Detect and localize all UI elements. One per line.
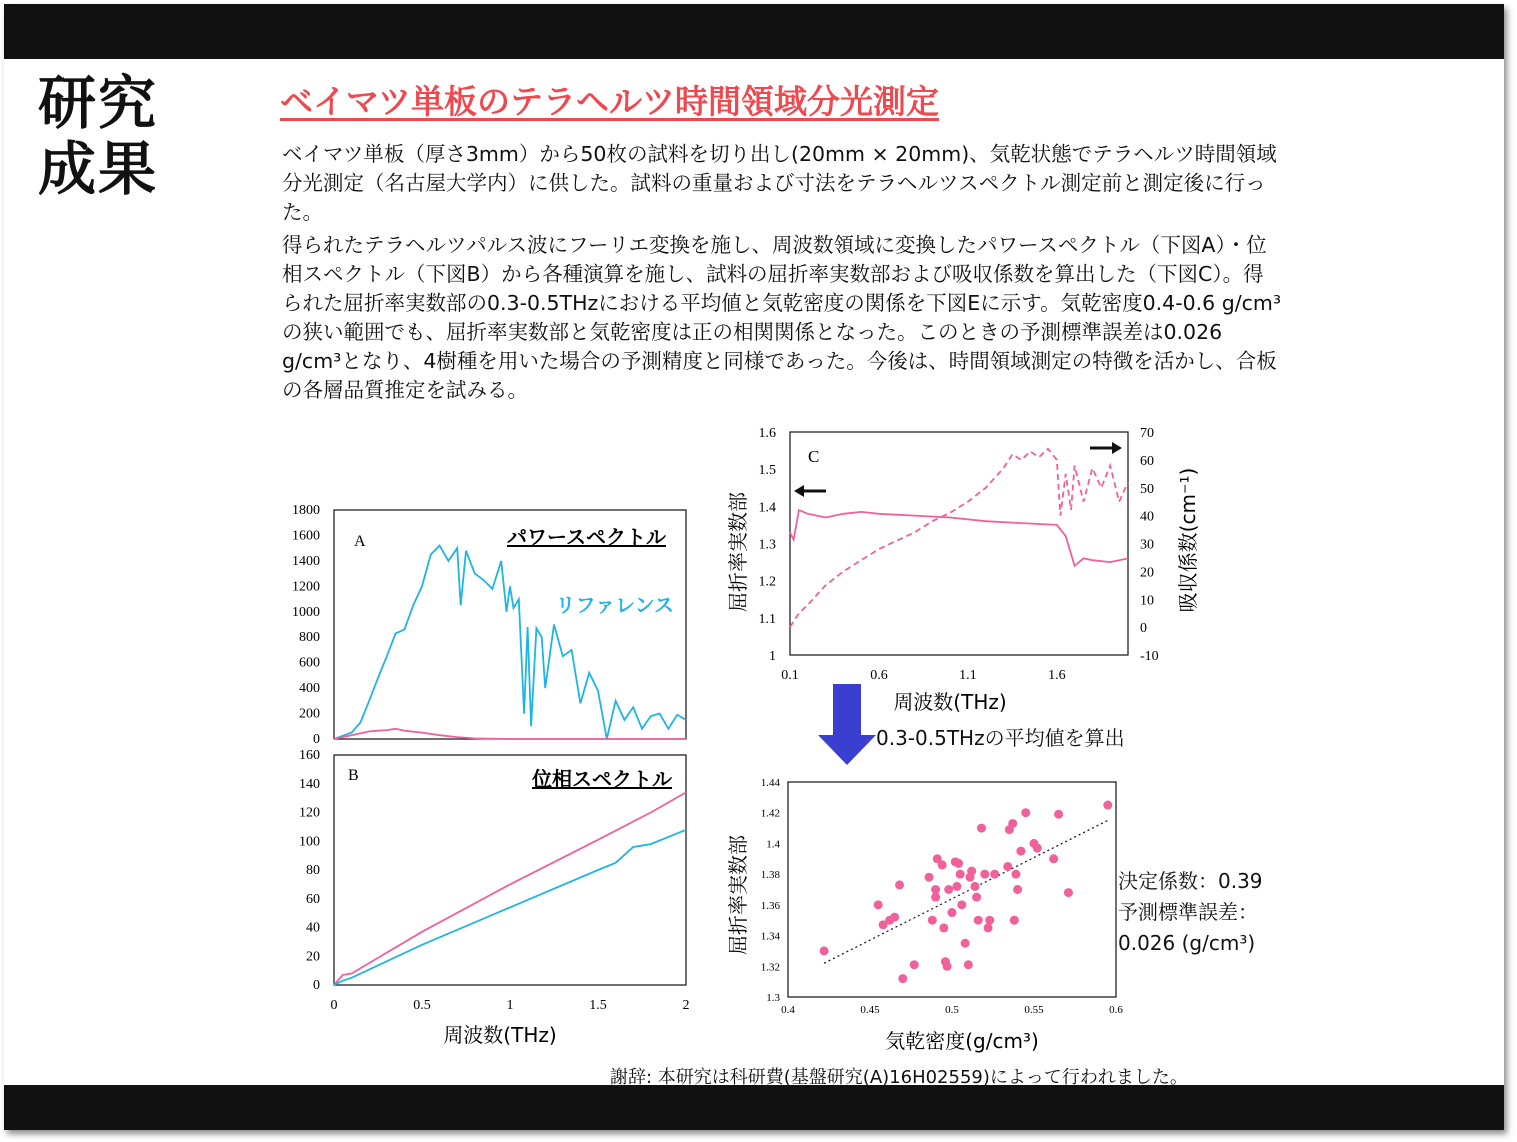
y-tick-label: 0	[313, 978, 320, 993]
scatter-point	[967, 867, 976, 876]
y-tick-label: 1.34	[760, 930, 780, 943]
scatter-point	[972, 893, 981, 902]
scatter-point	[985, 916, 994, 925]
calc-label: 0.3-0.5THzの平均値を算出	[876, 726, 1125, 750]
y-axis-label: 屈折率実数部	[726, 835, 750, 955]
scatter-point	[931, 893, 940, 902]
paragraph-1: ベイマツ単板（厚さ3mm）から50枚の試料を切り出し(20mm × 20mm)、気乾状態でテラヘルツ時間領域分光測定（名古屋大学内）に供した。試料の重量および寸法をテラヘルツスペクトル測定前と測定後に行った。	[282, 142, 1277, 224]
scatter-point	[928, 916, 937, 925]
y-tick-label: 1.4	[766, 838, 780, 851]
stats-r2: 決定係数：0.39	[1118, 869, 1263, 893]
panel-letter: C	[808, 447, 820, 466]
y-tick-label: 1.44	[760, 777, 780, 789]
chart-c-refractive-absorption	[726, 426, 1200, 714]
chart-b-phase-spectrum	[299, 748, 690, 1047]
scatter-point	[890, 913, 899, 922]
y2-tick-label: 20	[1140, 565, 1154, 581]
y-tick-label: 600	[299, 655, 320, 671]
y2-tick-label: 40	[1140, 509, 1154, 525]
chart-title: 位相スペクトル	[532, 767, 672, 791]
y-tick-label: 1400	[292, 553, 320, 569]
scatter-point	[1013, 885, 1022, 894]
series-line-1	[790, 449, 1128, 627]
x-tick-label: 0.1	[781, 668, 799, 683]
scatter-point	[948, 908, 957, 917]
series-line-1	[334, 830, 686, 985]
right-arrowhead-icon	[1112, 442, 1122, 454]
y-tick-label: 400	[299, 681, 320, 697]
chart-a-power-spectrum	[292, 503, 686, 747]
section-label-line2: 成果	[38, 135, 159, 203]
scatter-point	[1010, 916, 1019, 925]
x-tick-label: 0.6	[870, 668, 888, 683]
y-tick-label: 80	[306, 863, 320, 878]
series-line-0	[334, 792, 686, 985]
paragraph-2: 得られたテラヘルツパルス波にフーリエ変換を施し、周波数領域に変換したパワースペクトル（下図A）・位相スペクトル（下図B）から各種演算を施し、試料の屈折率実数部および吸収係数を算出した（下図C）。得られた屈折率実数部の0.3-0.5THzにおける平均値と気乾密度の関係を下図Eに示す。気乾密度0.4-0.6 g/cm³の狭い範囲でも、屈折率実数部と気乾密度は正の相関関係となった。このときの予測標準誤差は0.026 g/cm³となり、4樹種を用いた場合の予測精度と同様であった。今後は、時間領域測定の特徴を活かし、合板の各層品質推定を試みる。	[282, 233, 1282, 402]
x-tick-label: 1.1	[959, 668, 977, 683]
scatter-point	[970, 882, 979, 891]
y-tick-label: 140	[299, 776, 320, 792]
scatter-point	[1064, 888, 1073, 897]
stats-error-label: 予測標準誤差：	[1118, 900, 1258, 924]
x-axis-label: 気乾密度(g/cm³)	[885, 1029, 1039, 1053]
y-tick-label: 100	[299, 834, 320, 850]
stats-error-value: 0.026 (g/cm³)	[1118, 931, 1256, 955]
scatter-point	[943, 962, 952, 971]
y-axis-label: 屈折率実数部	[726, 492, 750, 612]
series-line-1	[334, 729, 686, 739]
scatter-point	[956, 870, 965, 879]
y-tick-label: 60	[306, 891, 320, 907]
x-tick-label: 2	[682, 998, 690, 1013]
left-arrowhead-icon	[794, 485, 804, 497]
y-tick-label: 1.36	[760, 899, 780, 912]
panel-letter: A	[354, 533, 366, 550]
x-axis-label: 周波数(THz)	[443, 1023, 557, 1047]
y-tick-label: 1.4	[758, 500, 776, 516]
scatter-point	[938, 860, 947, 869]
slide-title: ベイマツ単板のテラヘルツ時間領域分光測定	[280, 82, 940, 121]
acknowledgement: 謝辞: 本研究は科研費(基盤研究(A)16H02559)によって行われました。	[610, 1067, 1188, 1088]
y-tick-label: 120	[299, 805, 320, 821]
y-tick-label: 200	[299, 706, 320, 722]
y-tick-label: 1	[769, 649, 776, 664]
scatter-point	[984, 923, 993, 932]
x-tick-label: 0.5	[945, 1004, 959, 1016]
y2-tick-label: -10	[1140, 649, 1159, 664]
scatter-point	[820, 946, 829, 955]
y-tick-label: 1200	[292, 579, 320, 595]
y2-tick-label: 60	[1140, 453, 1154, 469]
scatter-point	[1021, 808, 1030, 817]
x-tick-label: 0.4	[781, 1004, 795, 1016]
scatter-point	[874, 900, 883, 909]
y-tick-label: 1.32	[760, 961, 780, 974]
scatter-point	[980, 870, 989, 879]
scatter-point	[961, 939, 970, 948]
x-tick-label: 1.5	[589, 998, 607, 1013]
y2-tick-label: 0	[1140, 621, 1147, 637]
scatter-point	[944, 885, 953, 894]
y-tick-label: 160	[299, 748, 320, 763]
series-line-0	[790, 510, 1128, 566]
scatter-point	[939, 923, 948, 932]
section-label-line1: 研究	[38, 69, 159, 137]
y2-tick-label: 70	[1140, 426, 1154, 441]
y-tick-label: 1.5	[758, 463, 776, 479]
scatter-point	[910, 960, 919, 969]
y-tick-label: 1.38	[760, 869, 780, 882]
scatter-point	[1016, 847, 1025, 856]
scatter-point	[1054, 810, 1063, 819]
scatter-point	[1049, 854, 1058, 863]
scatter-point	[1033, 844, 1042, 853]
scatter-point	[1008, 819, 1017, 828]
scatter-point	[974, 916, 983, 925]
scatter-point	[1003, 862, 1012, 871]
x-tick-label: 0.5	[413, 998, 431, 1013]
y-tick-label: 40	[306, 920, 320, 936]
down-arrow-icon	[818, 684, 876, 765]
legend-label: リファレンス	[555, 593, 674, 617]
y-tick-label: 20	[306, 949, 320, 965]
x-tick-label: 0.6	[1109, 1004, 1123, 1016]
x-tick-label: 1	[506, 998, 514, 1013]
x-tick-label: 0.55	[1024, 1004, 1044, 1016]
y-tick-label: 1.3	[766, 992, 780, 1004]
x-tick-label: 0.45	[860, 1004, 880, 1016]
stats-box	[1118, 866, 1263, 959]
scatter-point	[977, 824, 986, 833]
scatter-point	[990, 870, 999, 879]
scatter-point	[1103, 801, 1112, 810]
x-tick-label: 1.6	[1048, 668, 1066, 683]
y-tick-label: 1.1	[758, 611, 776, 627]
y-tick-label: 1.2	[758, 574, 776, 590]
plot-frame	[790, 432, 1128, 655]
y-tick-label: 1800	[292, 503, 320, 518]
y-tick-label: 1.3	[758, 537, 776, 553]
chart-e-density-scatter	[726, 777, 1123, 1053]
y2-tick-label: 50	[1140, 481, 1154, 497]
series-line-0	[334, 546, 686, 739]
y2-tick-label: 10	[1140, 593, 1154, 609]
y-tick-label: 1600	[292, 528, 320, 544]
scatter-point	[952, 882, 961, 891]
scatter-point	[954, 859, 963, 868]
y-tick-label: 1.6	[758, 426, 776, 441]
y-tick-label: 1000	[292, 604, 320, 620]
x-tick-label: 0	[330, 998, 338, 1013]
scatter-point	[925, 873, 934, 882]
scatter-point	[931, 885, 940, 894]
scatter-point	[895, 880, 904, 889]
x-axis-label: 周波数(THz)	[893, 690, 1007, 714]
chart-title: パワースペクトル	[507, 525, 666, 549]
scatter-point	[964, 960, 973, 969]
y-tick-label: 1.42	[760, 807, 780, 820]
y2-axis-label: 吸収係数(cm⁻¹)	[1176, 467, 1200, 613]
y2-tick-label: 30	[1140, 537, 1154, 553]
scatter-point	[1011, 870, 1020, 879]
y-tick-label: 0	[313, 732, 320, 747]
scatter-point	[957, 900, 966, 909]
panel-letter: B	[348, 767, 359, 784]
y-tick-label: 800	[299, 630, 320, 646]
scatter-point	[898, 974, 907, 983]
